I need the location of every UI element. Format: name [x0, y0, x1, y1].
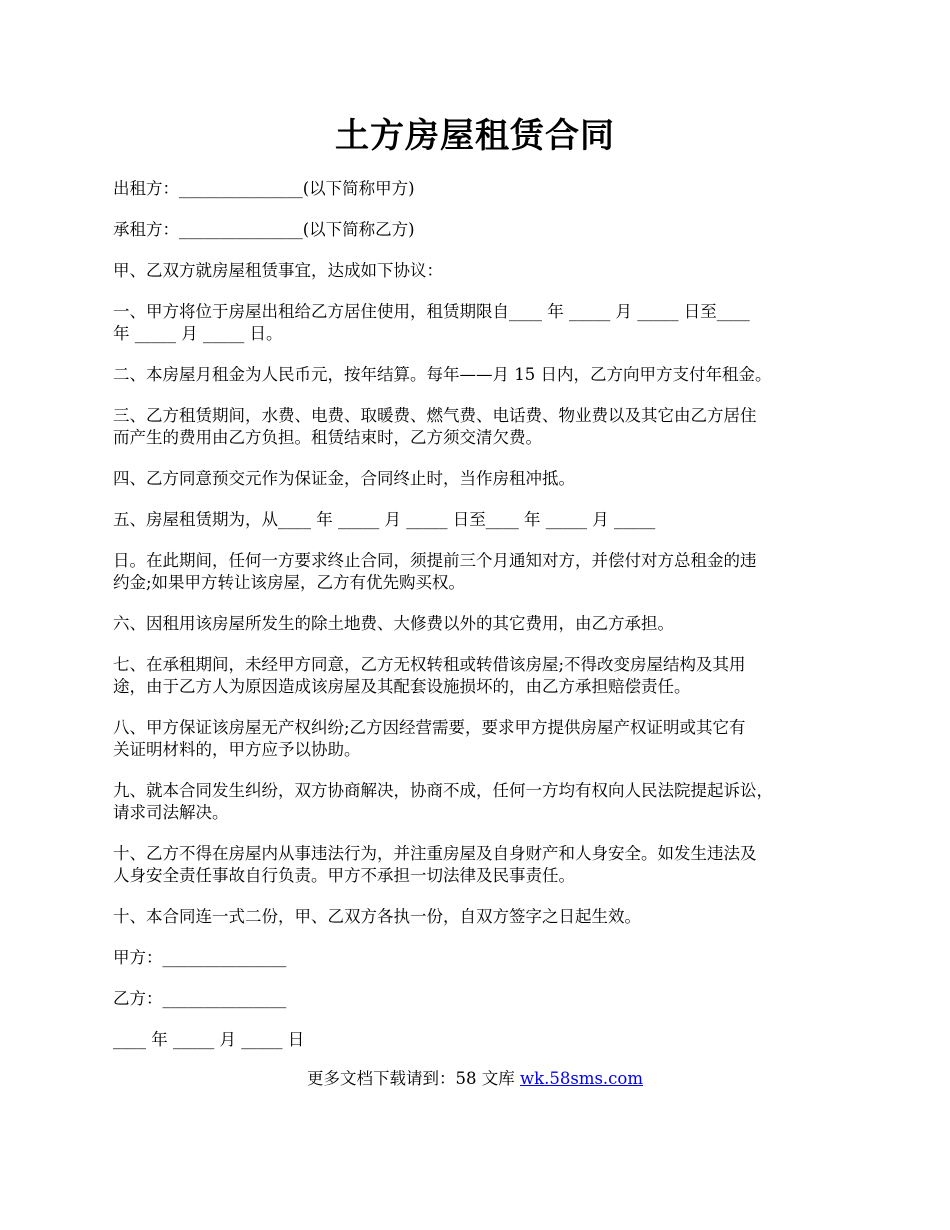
clause-9: 九、就本合同发生纠纷，双方协商解决，协商不成，任何一方均有权向人民法院提起诉讼， 请求司法解决。	[113, 781, 773, 822]
clause-8: 八、甲方保证该房屋无产权纠纷;乙方因经营需要，要求甲方提供房屋产权证明或其它有 关证明材料的，甲方应予以协助。	[113, 718, 746, 759]
footer-link[interactable]: wk.58sms.com	[519, 1069, 643, 1088]
clause-5-continued: 日。在此期间，任何一方要求终止合同，须提前三个月通知对方，并偿付对方总租金的违 约金;如果甲方转让该房屋，乙方有优先购买权。	[113, 551, 757, 592]
lessor-line: 出租方：_______________(以下简称甲方)	[113, 179, 415, 198]
clause-7: 七、在承租期间，未经甲方同意，乙方无权转租或转借该房屋;不得改变房屋结构及其用 途，由于乙方人为原因造成该房屋及其配套设施损坏的，由乙方承担赔偿责任。	[113, 655, 746, 696]
clause-10: 十、乙方不得在房屋内从事违法行为，并注重房屋及自身财产和人身安全。如发生违法及 人身安全责任事故自行负责。甲方不承担一切法律及民事责任。	[113, 844, 757, 885]
lessee-line: 承租方：_______________(以下简称乙方)	[113, 220, 415, 239]
footer	[0, 1068, 950, 1090]
clause-1: 一、甲方将位于房屋出租给乙方居住使用，租赁期限自____ 年 _____ 月 _____ 日至____ 年 _____ 月 _____ 日。	[113, 302, 750, 343]
footer-text: 更多文档下载请到：58 文库	[306, 1069, 520, 1088]
clause-11: 十、本合同连一式二份，甲、乙双方各执一份，自双方签字之日起生效。	[113, 907, 641, 926]
clause-5: 五、房屋租赁期为，从____ 年 _____ 月 _____ 日至____ 年 _____ 月 _____	[113, 510, 656, 529]
agreement-intro: 甲、乙双方就房屋租赁事宜，达成如下协议：	[113, 261, 443, 280]
signing-date: ____ 年 _____ 月 _____ 日	[113, 1030, 305, 1049]
document-body	[113, 178, 853, 1070]
party-b-signature: 乙方：_______________	[113, 989, 287, 1008]
clause-6: 六、因租用该房屋所发生的除土地费、大修费以外的其它费用，由乙方承担。	[113, 614, 674, 633]
clause-4: 四、乙方同意预交元作为保证金，合同终止时，当作房租冲抵。	[113, 469, 575, 488]
document-title: 土方房屋租赁合同	[335, 116, 615, 156]
party-a-signature: 甲方：_______________	[113, 948, 287, 967]
clause-3: 三、乙方租赁期间，水费、电费、取暖费、燃气费、电话费、物业费以及其它由乙方居住 而产生的费用由乙方负担。租赁结束时，乙方须交清欠费。	[113, 406, 757, 447]
clause-2: 二、本房屋月租金为人民币元，按年结算。每年——月 15 日内，乙方向甲方支付年租金。	[113, 365, 772, 384]
